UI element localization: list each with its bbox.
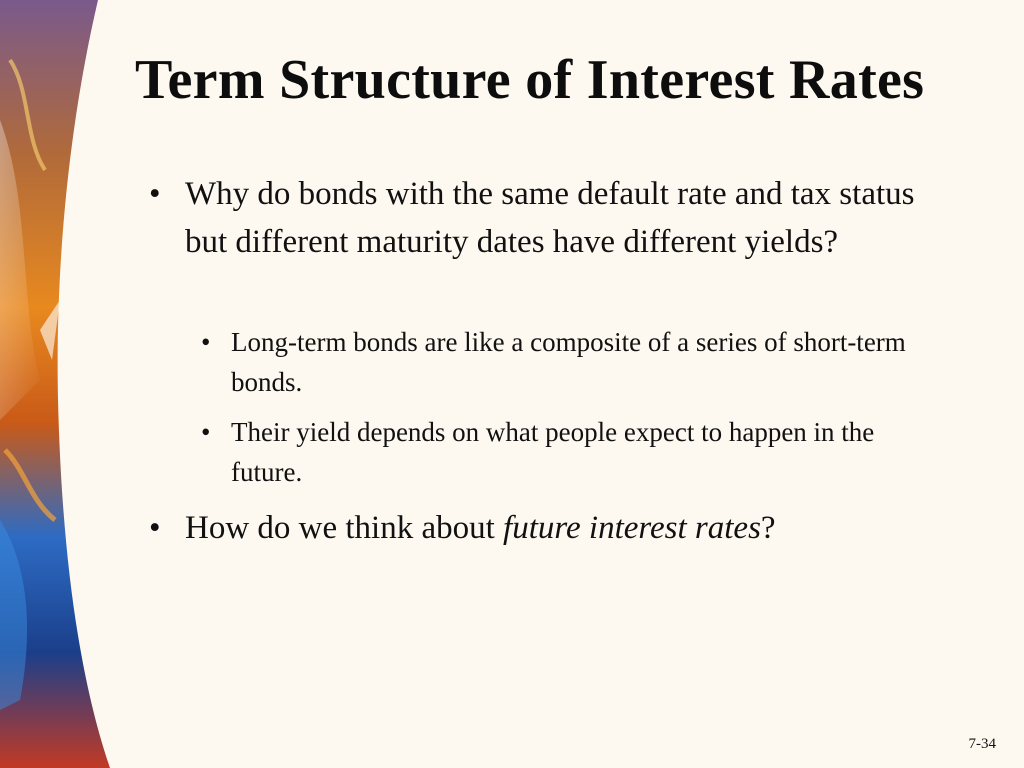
sub-bullet-composite: • Long-term bonds are like a composite of a series of short-term bonds.	[231, 322, 951, 402]
bullet-future-rates-emphasis: future interest rates	[503, 510, 761, 546]
sub-bullet-expectations: • Their yield depends on what people expect to happen in the future.	[231, 412, 951, 492]
bullet-future-rates	[185, 504, 945, 552]
slide-title: Term Structure of Interest Rates	[135, 49, 925, 111]
bullet-future-rates-suffix: ?	[760, 510, 776, 546]
page-number: 7-34	[968, 736, 996, 752]
bullet-maturity-question: • Why do bonds with the same default rate and tax status but different maturity dates have different yields?	[185, 170, 945, 266]
bullet-future-rates-prefix: How do we think about	[185, 510, 504, 546]
decorative-side-artwork	[0, 0, 140, 768]
